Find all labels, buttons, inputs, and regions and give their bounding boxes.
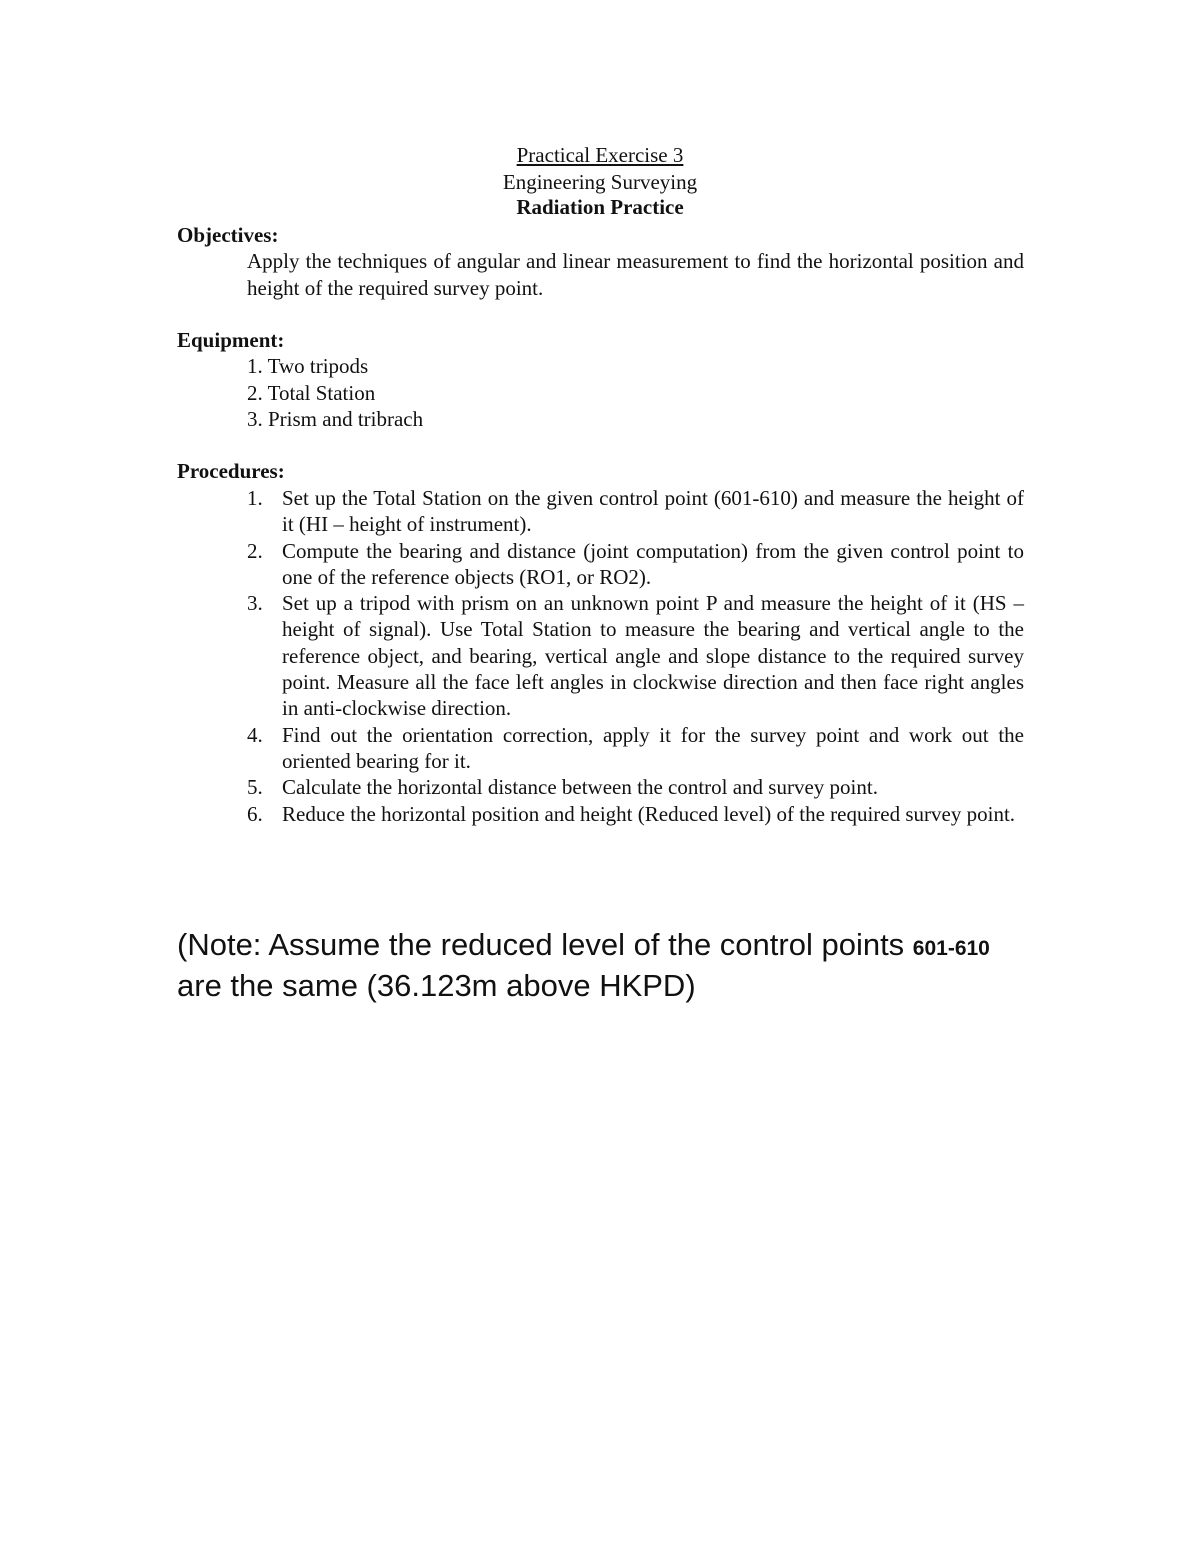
procedure-text: Find out the orientation correction, apply it for the survey point and work out the oriented bearing for it.	[282, 722, 1024, 773]
objectives-heading: Objectives:	[177, 223, 279, 247]
procedures-list	[247, 485, 1024, 827]
procedure-item	[247, 774, 1024, 800]
objectives-text: Apply the techniques of angular and linear measurement to find the horizontal position and height of the required survey point.	[247, 249, 1024, 300]
practice-title: Radiation Practice	[516, 195, 684, 219]
equipment-list	[247, 353, 423, 433]
procedure-number: 2.	[247, 538, 263, 563]
note-control-points: 601-610	[912, 937, 990, 960]
procedure-number: 6.	[247, 801, 263, 826]
procedure-item	[247, 801, 1024, 827]
note-text-start: (Note: Assume the reduced level of the control points	[177, 927, 913, 962]
equipment-item: 3. Prism and tribrach	[247, 407, 424, 431]
procedure-item	[247, 485, 1024, 538]
note-text-end: are the same (36.123m above HKPD)	[177, 968, 696, 1003]
equipment-item: 2. Total Station	[247, 380, 376, 405]
procedures-heading: Procedures:	[177, 459, 285, 483]
procedure-number: 3.	[247, 591, 263, 616]
procedure-number: 4.	[247, 722, 263, 747]
procedure-item	[247, 590, 1024, 721]
procedure-text: Set up the Total Station on the given control point (601-610) and measure the height of it (HI – height of instrument).	[282, 486, 1024, 537]
procedure-item	[247, 722, 1024, 775]
procedure-text: Reduce the horizontal position and height (Reduced level) of the required survey point.	[282, 801, 1016, 826]
exercise-title: Practical Exercise 3	[516, 143, 684, 167]
course-title: Engineering Surveying	[502, 170, 698, 194]
procedure-text: Set up a tripod with prism on an unknown point P and measure the height of it (HS – height of signal). Use Total Station to measure the bearing and vertical angle to the reference object, and bearing, vertical angle and slope distance to the required survey point. Measure all the face left angles in clockwise direction and then face right angles in anti-clockwise direction.	[282, 591, 1024, 721]
equipment-heading: Equipment:	[177, 328, 285, 352]
reduced-level-note	[177, 926, 1027, 1004]
procedure-text: Compute the bearing and distance (joint computation) from the given control point to one of the reference objects (RO1, or RO2).	[282, 538, 1024, 589]
procedure-number: 5.	[247, 775, 263, 800]
procedure-text: Calculate the horizontal distance between the control and survey point.	[282, 775, 878, 800]
procedure-number: 1.	[247, 486, 263, 510]
equipment-item: 1. Two tripods	[247, 354, 369, 378]
procedure-item	[247, 538, 1024, 591]
